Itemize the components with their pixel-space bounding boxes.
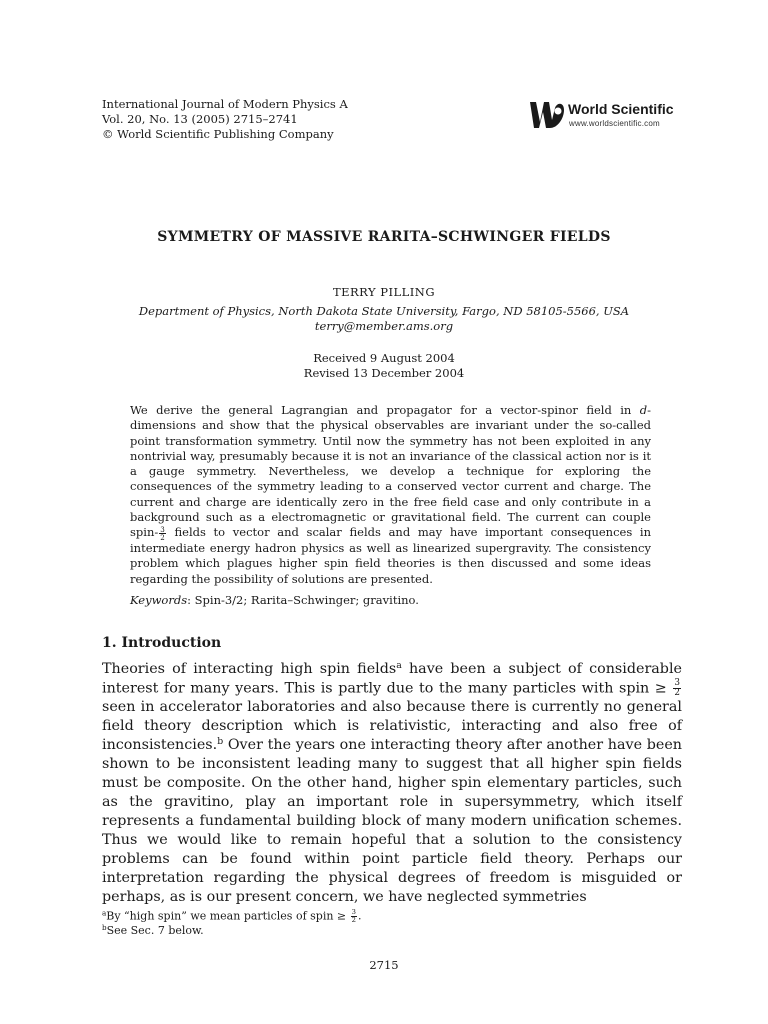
publisher-name: World Scientific (568, 101, 674, 117)
abstract-text-2: -dimensions and show that the physical observables are invariant under the so-called point transformation symmetry. Until now the symmetry has not been exploited in any nontrivial way, presumably because it is not an invariance of the classical action nor is it a gauge symmetry. Nevertheless, we develop a technique for exploring the consequences of the symmetry leading to a conserved vector current and charge. The current and charge are identically zero in the free field case and only contribute in a background such as a electromagnetic or gravitational field. The current can couple spin- (130, 403, 651, 540)
affiliation-text: Department of Physics, North Dakota State University, Fargo, ND 58105-5566, USA (138, 304, 630, 318)
footnote-mark-a: a (102, 908, 107, 918)
journal-info (102, 97, 348, 142)
footnote-b (102, 924, 361, 938)
fraction-numerator: 3 (351, 908, 356, 916)
footnote-a-text: By “high spin” we mean particles of spin ≥ (106, 909, 350, 923)
page-number: 2715 (369, 958, 399, 972)
body-text-3: seen in accelerator laboratories and also because there is currently no general field theory description which is relativistic, interacting and also free of inconsistencies. (102, 699, 682, 754)
footnote-a (102, 909, 361, 924)
keywords (130, 593, 419, 607)
body-paragraph (102, 660, 682, 907)
fraction-denominator: 2 (674, 687, 680, 698)
footnote-mark-b: b (102, 922, 107, 932)
fraction-denominator: 2 (160, 532, 165, 542)
body-fraction (673, 679, 681, 698)
author-email: terry@member.ams.org (314, 319, 454, 333)
world-scientific-logo-icon (528, 98, 566, 132)
author-name: TERRY PILLING (332, 285, 436, 299)
body-text-4: Over the years one interacting theory after another have been shown to be inconsistent leading many to suggest that all higher spin fields must be composite. On the other hand, higher spin elementary particles, such as the gravitino, play an important role in supersymmetry, which itself represents a fundamental building block of many modern unification schemes. Thus we would like to remain hopeful that a solution to the consistency problems can be found within point particle field theory. Perhaps our interpretation regarding the physical degrees of freedom is misguided or perhaps, as is our present concern, we have neglected symmetries (102, 737, 682, 906)
publisher-logo (528, 98, 688, 132)
journal-copyright: © World Scientific Publishing Company (102, 127, 334, 141)
footnote-fraction (351, 909, 357, 924)
received-date: Received 9 August 2004 (313, 351, 455, 365)
abstract-text-1: We derive the general Lagrangian and propagator for a vector-spinor field in (130, 403, 640, 417)
body-text-2: have been a subject of considerable interest for many years. This is partly due to the many particles with spin ≥ (102, 661, 682, 697)
footnote-ref-a[interactable]: a (396, 659, 402, 671)
paper-title: SYMMETRY OF MASSIVE RARITA–SCHWINGER FIELDS (157, 229, 611, 245)
abstract (130, 403, 651, 587)
journal-name: International Journal of Modern Physics A (102, 97, 348, 111)
footnote-b-text: See Sec. 7 below. (106, 923, 204, 937)
fraction-numerator: 3 (674, 678, 680, 688)
author-affiliation (0, 304, 768, 334)
body-text-1: Theories of interacting high spin fields (102, 661, 397, 677)
keywords-label: Keywords (130, 593, 188, 607)
abstract-text-3: fields to vector and scalar fields and may have important consequences in intermediate energy hadron physics as well as linearized supergravity. The consistency problem which plagues higher spin field theories is then discussed and some ideas regarding the possibility of solutions are presented. (130, 525, 651, 586)
fraction-numerator: 3 (160, 524, 165, 534)
abstract-var-d: d (639, 403, 648, 417)
footnote-a-end: . (357, 909, 362, 923)
keywords-text: : Spin-3/2; Rarita–Schwinger; gravitino. (187, 593, 419, 607)
fraction-denominator: 2 (351, 915, 356, 924)
footnotes (102, 909, 361, 938)
revised-date: Revised 13 December 2004 (303, 366, 465, 380)
dates (0, 351, 768, 381)
publisher-url: www.worldscientific.com (569, 119, 660, 128)
footnote-ref-b[interactable]: b (217, 736, 224, 748)
section-heading: 1. Introduction (102, 635, 222, 651)
journal-volume: Vol. 20, No. 13 (2005) 2715–2741 (102, 112, 298, 126)
abstract-fraction (159, 526, 166, 541)
